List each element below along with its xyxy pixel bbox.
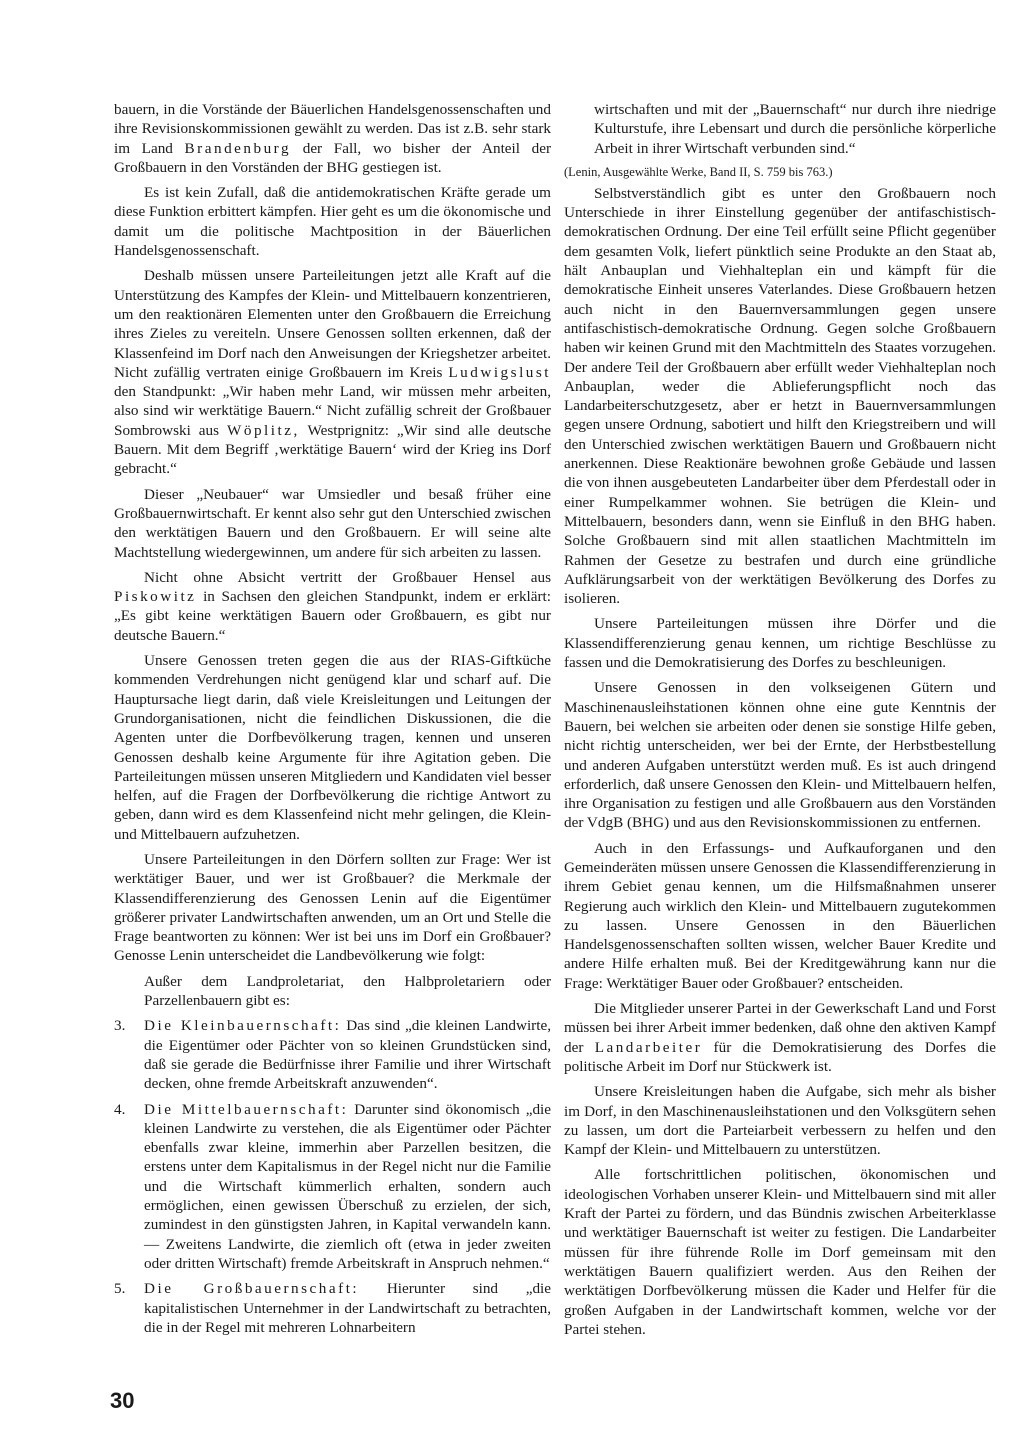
paragraph: Unsere Genossen treten gegen die aus der RIAS-Giftküche kommenden Verdrehungen nicht genügend klar und scharf auf. Die Hauptursache liegt darin, daß viele Kreisleitungen und Leitungen der Grundorganisationen, nicht die feindlichen Diskussionen, die die Agenten unter die Dorfbevölkerung tragen, kennen und unseren Genossen deshalb keine Argumente für ihre Agitation geben. Die Parteileitungen müssen unseren Mitgliedern und Kandidaten viel besser helfen, auf die Fragen der Dorfbevölkerung die richtige Antwort zu geben, dann wird es dem Klassenfeind nicht mehr gelingen, die Klein- und Mittelbauern aufzuhetzen. (114, 652, 551, 843)
lenin-quote (114, 972, 551, 1011)
list-item: 3. Die Kleinbauernschaft: Das sind „die kleinen Landwirte, die Eigentümer oder Pächter von so kleinen Grundstücken sind, daß sie gerade die Bedürfnisse ihrer Familie und ihrer Wirtschaft decken, ohne fremde Arbeitskraft anzuwenden“. (114, 1017, 551, 1093)
list-item: 5. Die Großbauernschaft: Hierunter sind „die kapitalistischen Unternehmer in der Landwirtschaft zu betrachten, die in der Regel mit mehreren Lohnarbeitern (114, 1280, 551, 1336)
paragraph: Nicht ohne Absicht vertritt der Großbauer Hensel aus Piskowitz in Sachsen den gleichen Standpunkt, indem er erklärt: „Es gibt keine werktätigen Bauern oder Großbauern, es gibt nur deutsche Bauern.“ (114, 568, 551, 644)
quote-intro: Außer dem Landproletariat, den Halbproletariern oder Parzellenbauern gibt es: (144, 972, 551, 1010)
paragraph: Unsere Genossen in den volkseigenen Gütern und Maschinenausleihstationen können ohne eine gute Kenntnis der Bauern, bei welchen sie arbeiten oder denen sie sonstige Hilfe geben, nicht richtig unterscheiden, wer bei der Ernte, der Herbstbestellung und anderen Aufgaben unterstützt werden muß. Es ist auch dringend erforderlich, daß unsere Genossen den Klein- und Mittelbauern helfen, ihre Organisation zu festigen und alle Großbauern aus den Vorständen der VdgB (BHG) und aus den Revisionskommissionen zu entfernen. (564, 679, 996, 832)
list-item: 4. Die Mittelbauernschaft: Darunter sind ökonomisch „die kleinen Landwirte zu verstehen, die als Eigentümer oder Pächter ebenfalls zwar kleine, immerhin aber Parzellen besitzen, die erstens unter dem Kapitalismus in der Regel nicht nur die Familie und die Wirtschaft kümmerlich erhalten, sondern auch ermöglichen, einen gewissen Überschuß zu erzielen, der sich, zumindest in den günstigsten Jahren, in Kapital verwandeln kann. — Zweitens Landwirte, die ziemlich oft (etwa in jeder zweiten oder dritten Wirtschaft) fremde Arbeitskraft in Anspruch nehmen.“ (114, 1100, 552, 1272)
quote-text: wirtschaften und mit der „Bauernschaft“ nur durch ihre niedrige Kulturstufe, ihre Lebensart und durch die persönliche körperliche Arbeit in ihrer Wirtschaft verbunden sind.“ (594, 101, 996, 157)
paragraph: Selbstverständlich gibt es unter den Großbauern noch Unterschiede in ihrer Einstellung gegenüber der antifaschistisch-demokratischen Ordnung. Der eine Teil erfüllt seine Pflicht gegenüber dem gesamten Volk, liefert pünktlich seine Produkte an den Staat ab, hält Anbauplan und Viehhalteplan ein und kämpft für die demokratische Einheit unseres Vaterlandes. Diese Großbauern hetzen auch nicht in den Bauernversammlungen gegen unsere antifaschistisch-demokratische Ordnung. Gegen solche Großbauern haben wir keinen Grund mit den Machtmitteln des Staates vorzugehen. Der andere Teil der Großbauern aber erfüllt weder Viehhalteplan noch Anbauplan, weder die Ablieferungspflicht noch das Landarbeiterschutzgesetz, aber er hetzt in Bauernversammlungen gegen unsere Ordnung, sabotiert und hilft den Kriegstreibern und will den Unterschied zwischen werktätigen Bauern und Großbauern nicht anerkennen. Diese Reaktionäre bewohnen große Gebäude und lassen die von ihnen ausgebeuteten Landarbeiter über dem Pferdestall oder in einer Rumpelkammer wohnen. Sie betrügen die Klein- und Mittelbauern, besonders dann, wenn sie Einfluß in den BHG haben. Solche Großbauern sind mit allen staatlichen Machtmitteln im Rahmen der Gesetze zu bestrafen und durch eine gründliche Aufklärungsarbeit von der werktätigen Bevölkerung des Dorfes zu isolieren. (564, 184, 996, 608)
paragraph: Die Mitglieder unserer Partei in der Gewerkschaft Land und Forst müssen bei ihrer Arbeit immer bedenken, daß ohne den aktiven Kampf der Landarbeiter für die Demokratisierung des Dorfes die politische Arbeit im Dorf nur Stückwerk ist. (564, 1000, 996, 1075)
paragraph: Unsere Kreisleitungen haben die Aufgabe, sich mehr als bisher im Dorf, in den Maschinenausleihstationen und den Volksgütern sehen zu lassen, um dort die Parteiarbeit verbessern zu helfen und den Kampf der Klein- und Mittelbauern zu unterstützen. (564, 1083, 996, 1159)
page-number: 30 (110, 1388, 135, 1413)
class-list (114, 1016, 551, 1337)
right-column (564, 100, 996, 1345)
paragraph: Alle fortschrittlichen politischen, ökonomischen und ideologischen Vorhaben unserer Klein- und Mittelbauern sind mit aller Kraft der Partei zu fördern, und das Bündnis zwischen Arbeiterklasse und werktätiger Bauernschaft ist weiter zu festigen. Die Landarbeiter müssen für ihre führende Rolle im Dorf gemeinsam mit den werktätigen Bauern qualifiziert werden. Aus den Reihen der werktätigen Dorfbevölkerung müssen die Kader und Helfer für die großen Aufgaben in der Landwirtschaft kommen, welche vor der Partei stehen. (564, 1166, 996, 1338)
paragraph: Auch in den Erfassungs- und Aufkauforganen und den Gemeinderäten müssen unsere Genossen die Klassendifferenzierung in ihrem Gebiet genau kennen, um die Hilfsmaßnahmen unserer Regierung auch wirklich den Klein- und Mittelbauern zugutekommen zu lassen. Unsere Genossen in den Bäuerlichen Handelsgenossenschaften sollten wissen, welcher Bauer Kredite und andere Hilfe erhalten muß. Bei der Kreditgewährung kann nur die Frage: Werktätiger Bauer oder Großbauer? entscheiden. (564, 839, 996, 992)
paragraph: Unsere Parteileitungen müssen ihre Dörfer und die Klassendifferenzierung genau kennen, um richtige Beschlüsse zu fassen und die Demokratisierung des Dorfes zu beschleunigen. (564, 615, 996, 672)
paragraph: Es ist kein Zufall, daß die antidemokratischen Kräfte gerade um diese Funktion erbittert kämpfen. Hier geht es um die ökonomische und damit um die politische Machtposition in der Bäuerlichen Handelsgenossenschaft. (114, 184, 551, 260)
left-column (114, 100, 551, 1343)
paragraph: Unsere Parteileitungen in den Dörfern sollten zur Frage: Wer ist werktätiger Bauer, und wer ist Großbauer? die Merkmale der Klassendifferenzierung des Genossen Lenin auf die Eigentümer größerer privater Landwirtschaften anwenden, um an Ort und Stelle die Frage beantworten zu können: Wer ist bei uns im Dorf ein Großbauer? Genosse Lenin unterscheidet die Landbevölkerung wie folgt: (114, 850, 551, 965)
paragraph: Deshalb müssen unsere Parteileitungen jetzt alle Kraft auf die Unterstützung des Kampfes der Klein- und Mittelbauern konzentrieren, um den reaktionären Elementen unter den Großbauern die Erreichung ihres Zieles zu vereiteln. Unsere Genossen sollten erkennen, daß der Klassenfeind im Dorf nach den Anweisungen der Kriegshetzer arbeitet. Nicht zufällig vertraten einige Großbauern im Kreis Ludwigslust den Standpunkt: „Wir haben mehr Land, wir müssen mehr arbeiten, also sind wir werktätige Bauern.“ Nicht zufällig schreit der Großbauer Sombrowski aus Wöplitz, Westprignitz: „Wir sind alle deutsche Bauern. Mit dem Begriff ‚werktätige Bauern‘ wird der Krieg ins Dorf gebracht.“ (114, 267, 552, 478)
citation: (Lenin, Ausgewählte Werke, Band II, S. 759 bis 763.) (564, 164, 833, 179)
paragraph: Dieser „Neubauer“ war Umsiedler und besaß früher eine Großbauernwirtschaft. Er kennt also sehr gut den Unterschied zwischen den werktätigen Bauern und den Großbauern. Er will seine alte Machtstellung wiedergewinnen, um andere für sich arbeiten zu lassen. (114, 485, 551, 561)
paragraph: bauern, in die Vorstände der Bäuerlichen Handelsgenossenschaften und ihre Revisionskommissionen gewählt zu werden. Das ist z.B. sehr stark im Land Brandenburg der Fall, wo bisher der Anteil der Großbauern in den Vorständen der BHG gestiegen ist. (114, 101, 552, 176)
lenin-quote-continued (564, 100, 996, 158)
